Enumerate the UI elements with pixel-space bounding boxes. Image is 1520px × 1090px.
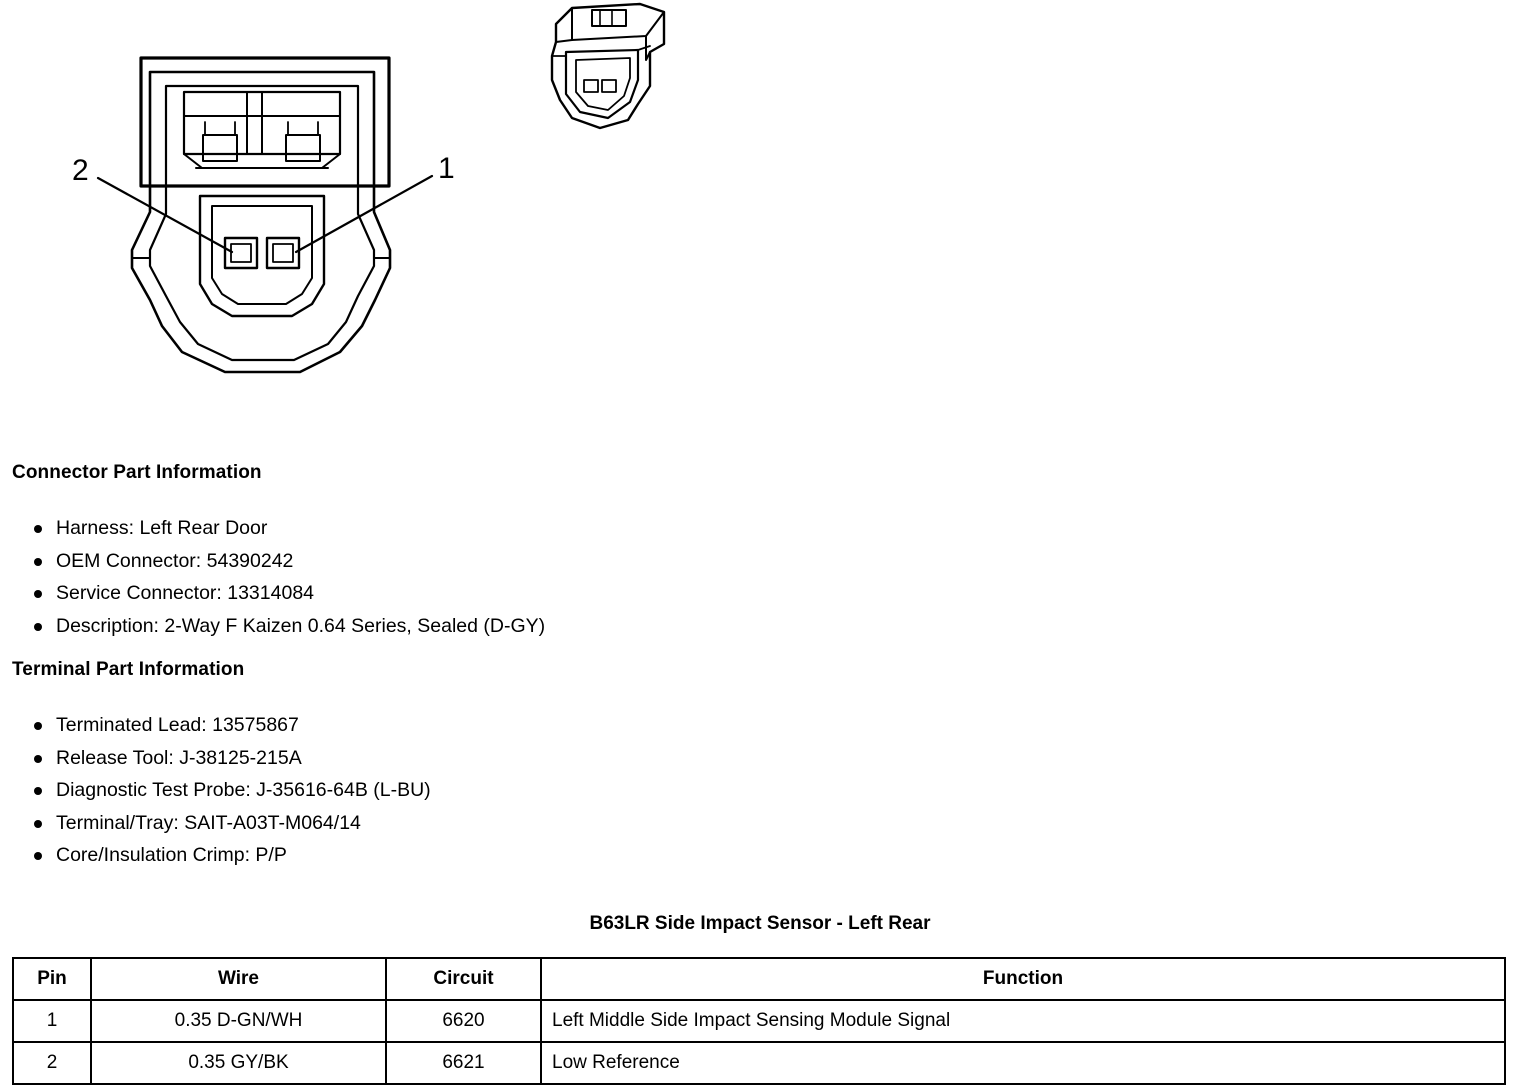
pin-table [12,957,1506,1085]
callout-label-1: 1 [438,152,455,185]
cavity-2 [225,238,257,268]
terminal-part-information-heading: Terminal Part Information [12,659,245,680]
connector-diagram-svg [0,0,1520,440]
column-header-circuit: Circuit [386,958,541,1000]
connector-diagram [0,0,1520,440]
terminal-part-information-list [22,709,431,872]
list-item: Description: 2-Way F Kaizen 0.64 Series, Sealed (D-GY) [22,610,545,643]
column-header-pin: Pin [13,958,91,1000]
connector-part-information-heading: Connector Part Information [12,462,262,483]
list-item: Diagnostic Test Probe: J-35616-64B (L-BU) [22,774,431,807]
cell-wire: 0.35 D-GN/WH [91,1000,386,1042]
cavity-1 [267,238,299,268]
table-header-row [13,958,1505,1000]
main-connector-graphic [132,58,390,372]
table-row [13,1042,1505,1084]
mating-connector-graphic [552,4,664,128]
column-header-function: Function [541,958,1505,1000]
cell-function: Low Reference [541,1042,1505,1084]
cell-function: Left Middle Side Impact Sensing Module Signal [541,1000,1505,1042]
column-header-wire: Wire [91,958,386,1000]
list-item: Service Connector: 13314084 [22,577,545,610]
cell-circuit: 6620 [386,1000,541,1042]
table-row [13,1000,1505,1042]
list-item: Terminal/Tray: SAIT-A03T-M064/14 [22,807,431,840]
pin-table-title: B63LR Side Impact Sensor - Left Rear [589,913,931,934]
list-item: Terminated Lead: 13575867 [22,709,431,742]
cell-pin: 1 [13,1000,91,1042]
list-item: OEM Connector: 54390242 [22,545,545,578]
connector-part-information-list [22,512,545,642]
cell-circuit: 6621 [386,1042,541,1084]
cell-wire: 0.35 GY/BK [91,1042,386,1084]
cell-pin: 2 [13,1042,91,1084]
list-item: Release Tool: J-38125-215A [22,742,431,775]
list-item: Core/Insulation Crimp: P/P [22,839,431,872]
callout-label-2: 2 [72,154,89,187]
list-item: Harness: Left Rear Door [22,512,545,545]
